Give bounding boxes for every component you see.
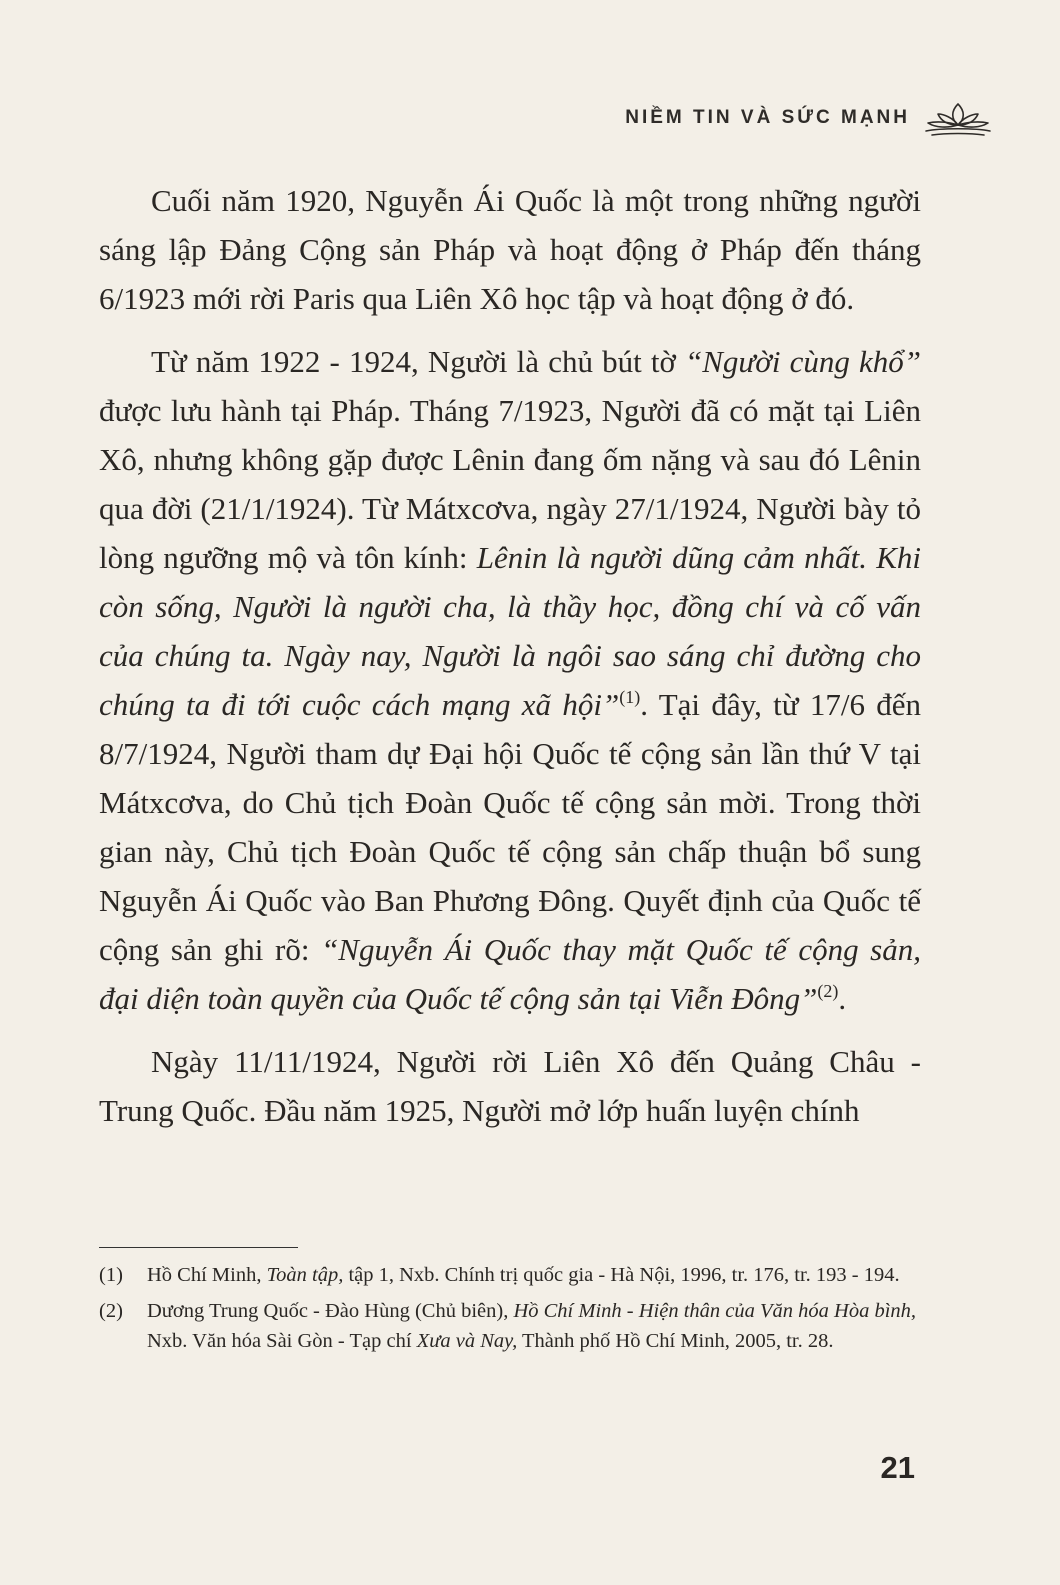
footnote-1-text [147,1260,921,1290]
footnote-1-work-title: Toàn tập, [266,1264,344,1286]
footnote-2-work-title: Hồ Chí Minh - Hiện thân của Văn hóa Hòa bình, [513,1300,917,1322]
paragraph-1: Cuối năm 1920, Nguyễn Ái Quốc là một trong những người sáng lập Đảng Cộng sản Pháp và hoạt động ở Pháp đến tháng 6/1923 mới rời Paris qua Liên Xô học tập và hoạt động ở đó. [99,183,921,316]
paragraph-3: Ngày 11/11/1924, Người rời Liên Xô đến Quảng Châu - Trung Quốc. Đầu năm 1925, Người mở lớp huấn luyện chính [99,1044,921,1128]
lenin-quote: Lênin là người dũng cảm nhất. Khi còn sống, Người là người cha, là thầy học, đồng chí và cố vấn của chúng ta. Ngày nay, Người là ngôi sao sáng chỉ đường cho chúng ta đi tới cuộc cách mạng xã hội” [99,540,921,722]
footnote-2-journal-title: Xưa và Nay, [416,1330,518,1352]
footnote-1-number: (1) [99,1264,123,1286]
running-header [625,98,996,138]
footnote-2-text-3: Thành phố Hồ Chí Minh, 2005, tr. 28. [517,1330,834,1352]
footnote-divider [99,1247,298,1248]
running-header-title: NIỀM TIN VÀ SỨC MẠNH [625,107,910,128]
lotus-icon [920,98,996,138]
footnote-2-text-2: Nxb. Văn hóa Sài Gòn - Tạp chí [147,1330,417,1352]
footnote-2-text-1: Dương Trung Quốc - Đào Hùng (Chủ biên), [147,1300,514,1322]
footnote-ref-1: (1) [619,687,641,707]
footnote-ref-2: (2) [817,981,839,1001]
paragraph-2-text-2: được lưu hành tại Pháp. Tháng 7/1923, Người đã có mặt tại Liên Xô, nhưng không gặp được Lênin đang ốm nặng và sau đó Lênin qua đời (21/1/1924). Từ Mátxcơva, ngày 27/1/1924, Người bày tỏ lòng ngưỡng mộ và tôn kính: [99,393,921,575]
footnote-2-text [147,1296,921,1356]
footnote-1 [99,1260,921,1290]
footnote-1-text-2: tập 1, Nxb. Chính trị quốc gia - Hà Nội, 1996, tr. 176, tr. 193 - 194. [343,1264,900,1286]
comintern-quote: “Nguyễn Ái Quốc thay mặt Quốc tế cộng sản, đại diện toàn quyền của Quốc tế cộng sản tại Viễn Đông” [99,932,921,1016]
footnote-1-text-1: Hồ Chí Minh, [147,1264,267,1286]
paragraph-2-text-1: Từ năm 1922 - 1924, Người là chủ bút tờ [151,344,685,379]
paragraph-2-text-3: . Tại đây, từ 17/6 đến 8/7/1924, Người tham dự Đại hội Quốc tế cộng sản lần thứ V tại Mátxcơva, do Chủ tịch Đoàn Quốc tế cộng sản mời. Trong thời gian này, Chủ tịch Đoàn Quốc tế cộng sản chấp thuận bổ sung Nguyễn Ái Quốc vào Ban Phương Đông. Quyết định của Quốc tế cộng sản ghi rõ: [99,687,922,967]
footnote-2-number: (2) [99,1300,123,1322]
footnote-2 [99,1296,921,1356]
newspaper-title: “Người cùng khổ” [684,344,921,379]
page-number: 21 [880,1450,915,1485]
paragraph-2 [99,337,921,1023]
paragraph-2-text-4: . [838,981,847,1016]
footnotes [99,1260,921,1362]
body-text [99,176,921,1135]
